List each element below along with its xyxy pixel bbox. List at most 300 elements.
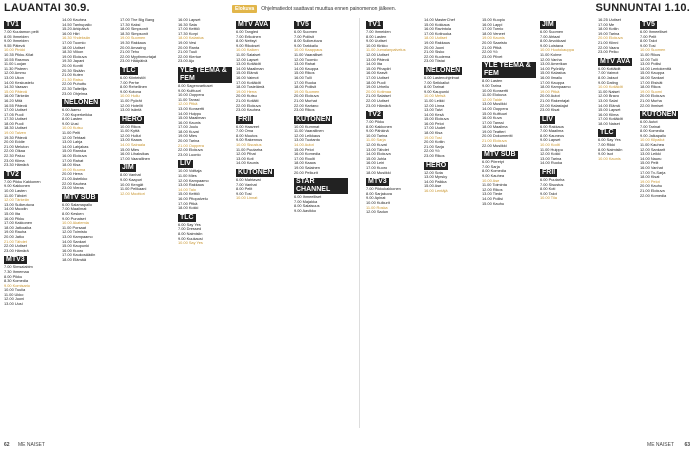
program-listing: 7.00 Pelit [640,34,657,39]
channel-heading: HERO [122,115,143,123]
program-listing: 21.00 Tuuli [178,50,198,55]
program-listing: 15.00 Keittiö [178,192,200,197]
program-listing: 10.00 Tila [540,196,557,201]
channel-heading: MTV3 [6,256,25,264]
channel-heading: MTV3 [368,178,387,186]
program-listing: 8.00 Lasten [62,117,83,122]
channel-heading: NELONEN [426,66,461,74]
legend [232,5,396,13]
program-listing: 18.00 Poliisit [294,85,317,90]
channel-heading: MTV SUB [64,193,96,201]
program-listing: 8.00 Sulkeutuva [294,39,322,44]
program-listing: 19.00 Tosi [424,135,442,140]
program-listing: 17.00 Kuoro [366,166,388,171]
program-listing: 17.00 Tornio [482,27,504,32]
program-listing: 16.00 Kuva [482,116,502,121]
program-listing: 16.00 Tulli [294,75,312,80]
program-listing: 7.00 Poliisit [294,34,314,39]
program-listing: 18.00 Kuvat [178,129,199,134]
program-listing: 18.00 Puoli [4,121,24,126]
program-listing: 9.00 Kulttuuri [178,88,201,93]
program-listing: 17.00 Tv-Sarja [640,170,666,175]
program-listing: 17.00 Kotiäidit [598,117,623,122]
program-listing: 11.00 Sarja [366,138,386,143]
channel-heading: STAR CHANNEL [294,178,348,194]
program-listing: 8.00 Naimisiin [178,231,203,236]
program-listing: 19.00 Kaunis [482,36,505,41]
program-listing: 7.00 Pikkukakkonen [366,187,401,192]
program-listing: 11.00 Salaiset [236,52,261,57]
program-listing: 16.00 Leiri [366,161,385,166]
program-listing: 12.00 Vanha [540,57,562,62]
program-listing: 23.00 Hämärä [4,248,29,253]
page-number-left: 62 [4,442,10,448]
program-listing: 23.30 Hämärä [4,163,29,168]
program-listing: 7.00 Pikku [366,120,385,125]
channel-heading: LIV [542,115,553,123]
program-listing: 18.00 Tosielämä [236,85,265,90]
program-listing: 17.00 Kotiäidit [236,80,261,85]
program-listing: 8.00 Komedia [482,169,507,174]
program-listing: 17.00 Tanssi [482,120,504,125]
program-listing: 17.00 Rahat [62,158,84,163]
program-listing: 15.00 Pelit [640,161,659,166]
program-listing: 8.00 Rehellinen [120,85,148,90]
channel-heading: JIM [122,164,134,172]
program-listing: 22.00 Kartano [294,103,319,108]
program-listing: 20.00 Eddie [4,140,25,145]
program-listing: 18.00 Kisa [424,131,443,136]
program-listing: 14.00 Lentokenttä [640,66,672,71]
program-listing: 20.00 Jatko [4,234,25,239]
program-listing: 18.00 Kokki [178,206,199,211]
program-listing: 7.00 Kuutamon pelit [4,30,39,34]
program-listing: 11.00 Luojan [4,62,27,67]
program-listing: 18.00 Puoli [366,80,386,85]
program-listing: 12.00 Moottori [120,191,145,196]
program-listing: 11.30 Pisteen [4,66,28,71]
program-listing: 16.00 Tärkeän [4,94,30,99]
program-listing: 14.00 Ilta [366,62,383,67]
program-listing: 20.30 Sisään [62,68,85,73]
program-listing: 7.00 Dressed [178,227,202,232]
program-listing: 9.00 Uutiset [366,39,387,44]
program-listing: 18.00 Veneet [482,31,505,36]
channel-heading: MTV SUB [484,151,516,159]
program-listing: 16.20 Mitä [4,98,23,103]
program-listing: 13.00 Lahja [62,140,83,145]
program-listing: 13.00 Talvi [424,108,443,113]
channel-heading: TLC [600,129,614,137]
program-listing: 21.00 Ooppera [178,143,204,148]
program-listing: 8.00 Kauneus [540,133,565,138]
program-listing: 14.00 Elokuva [366,152,391,157]
program-listing: 6.00 Mahtavat [236,178,261,183]
program-listing: 12.00 Pitkä [178,102,198,107]
program-listing: 11.00 Naiset [598,89,620,94]
program-listing: 19.00 Vesi [178,40,197,45]
program-listing: 12.00 Tärkeän [4,198,30,203]
program-listing: 10.00 Kirkko [366,43,388,48]
program-listing: 8.00 Sarjakuva [366,191,392,196]
program-listing: 13.00 Salat [598,98,618,103]
program-listing: 23.00 Pilvet [482,54,503,59]
program-listing: 11.00 Tanssi [178,97,200,102]
movie-badge: Elokuva [232,5,257,13]
program-listing: 22.00 Myytinmurtajat [120,54,157,59]
program-listing: 22.00 Kiertue [178,54,202,59]
program-listing: 9.00 Jalkapallo [640,133,666,138]
program-listing: 13.00 Kotiäidit [236,62,261,67]
program-listing: 17.00 Tuomio [62,40,86,45]
program-listing: 15.00 Lapset [598,108,621,113]
program-listing: 18.30 Viikon [62,50,84,55]
program-listing: 21.00 Rakentajat [540,98,570,103]
program-listing: 10.00 Ase [482,178,500,183]
program-listing: 19.00 Mies [178,134,198,139]
program-listing: 23.00 Kauhea [236,108,261,113]
schedule-column [294,18,348,430]
program-listing: 10.00 Kotiäidit [598,85,623,90]
program-listing: 16.30 Sata [178,22,197,27]
program-listing: 6.00 Aamu [62,108,81,113]
program-listing: 10.00 Kodit [540,143,560,148]
program-listing: 13.00 Amerikan [540,62,568,67]
program-listing: 21.00 Elokuva [482,139,507,144]
program-listing: 20.00 Elokuva [598,36,623,41]
program-listing: 7.00 Majakka [294,199,318,204]
program-listing: 20.00 Amazing [120,45,146,50]
program-listing: 23.00 Rikos [294,108,315,113]
program-listing: 12.00 Tuomio [294,57,318,62]
program-listing: 8.00 Arvokkaat [540,39,566,44]
channel-heading: MTV AVA [238,21,269,28]
program-listing: 21.00 Murhat [294,98,317,103]
program-listing: 17.00 Kauppa [540,80,565,85]
program-listing: 13.00 Leikki [640,152,661,157]
program-listing: 17.00 The Big Bang [120,18,155,22]
program-listing: 16.00 Kaunis [178,120,201,125]
program-listing: 6.00 Tangled [236,30,259,34]
program-listing: 14.00 Keskustelu [4,80,34,85]
program-listing: 16.00 Lihaksikas [120,152,149,157]
program-listing: 15.00 Kalastus [540,71,566,76]
program-listing: 17.30 Kaksi [120,22,141,27]
program-listing: 20.00 Dokumentti [482,134,513,139]
program-listing: 13.00 Kaaos [120,138,142,143]
magazine-name-left: ME NAISET [18,442,45,448]
channel-heading: HERO [426,161,447,169]
program-listing: 8.00 Koti [540,187,556,192]
program-listing: 17.00 Kakkonen [4,221,33,226]
program-listing: 13.00 Koti [236,156,254,161]
program-listing: 20.00 Pelkurit [294,170,318,175]
program-listing: 23.00 Ohjelma [62,91,88,96]
program-listing: 10.00 Lasten [4,189,27,193]
program-listing: 12.00 Kampaamo [178,178,209,183]
program-listing: 21.00 Tähdet [4,239,27,244]
program-listing: 10.00 Say Yes [178,241,203,246]
program-listing: 16.00 Kiima [598,112,619,117]
program-listing: 12.00 Kuvat [366,143,387,148]
program-listing: 16.00 Pelot [424,121,444,126]
program-listing: 9.00 Kuukausi [178,236,203,241]
program-listing: 22.00 Kuolema [424,54,451,59]
program-listing: 17.00 Vaarallinen [120,156,150,161]
program-listing: 7.00 Ihmeiden [366,30,391,34]
program-listing: 7.00 Erikoinen [236,34,261,39]
program-listing: 15.00 Rikos [294,71,315,76]
program-listing: 11.00 Tähdet [4,193,27,198]
program-listing: 6.00 Haaveet [236,124,260,129]
program-listing: 9.00 Aavikko [294,209,317,213]
program-listing: 10.00 Kilpailut [640,138,665,143]
program-listing: 19.00 Salainen [294,166,320,171]
channel-heading: KUTONEN [296,115,331,123]
schedule-column [178,18,232,430]
program-listing: 11.00 Vaarallinen [294,129,324,134]
program-listing: 22.00 Yö [482,50,498,55]
program-listing: 9.00 Kaupunki [424,89,449,94]
program-listing: 21.00 Kuten [62,73,83,78]
program-listing: 12.00 Leikkaus [294,133,321,138]
program-listing: 10.00 Linnat [236,196,258,201]
channel-heading: MTV AVA [600,57,631,65]
program-listing: 8.00 Tarinat [424,85,445,90]
program-listing: 11.00 Pelikaani [120,187,147,192]
program-listing: 11.00 Jumalanpalvelus [366,48,406,53]
program-listing: 21.00 Kotiäiti [236,98,259,103]
program-listing: 20.00 Kauhu [640,184,663,189]
program-listing: 8.00 Sagenvartiuset [178,83,213,88]
program-listing: 19.00 Tarina [598,31,620,36]
program-listing: 14.00 Sankari [62,239,87,244]
program-listing: 7.00 Kuperkeikka [62,112,93,117]
program-listing: 15.00 Kauppa [640,71,665,76]
program-listing: 12.00 Ammu [4,71,26,76]
program-listing: 20.00 Ranta [178,45,200,50]
program-listing: 18.00 Kisa [62,163,81,168]
program-listing: 10.35 Pikku-Kilat [4,52,34,57]
program-listing: 17.00 Roolit [294,156,315,161]
program-listing: 6.00 Lastenohjelmat [424,75,460,80]
program-listing: 17.30 Uutiset [4,117,27,122]
program-listing: 13.00 Pätevä [366,57,389,62]
program-listing: 16.25 Uutiset [598,18,621,22]
program-listing: 20.00 Kontti [62,63,83,68]
program-listing: 23.00 Kisat [540,108,560,113]
program-listing: 15.00 Elämä [236,71,258,76]
program-listing: 12.00 Bravo [598,94,619,99]
program-listing: 16.00 Lappi [482,22,503,27]
program-listing: 12.00 Toimisto [62,230,88,235]
program-listing: 16.00 Kuoro [62,248,84,253]
program-listing: 15.20 Arkipäivä [62,27,89,32]
program-listing: 13.00 Tiede [482,192,503,197]
program-listing: 19.30 Rakkaus [120,40,146,45]
program-listing: 14.00 Talo [178,187,196,192]
program-listing: 19.00 Pelot [640,179,660,184]
program-listing: 6.00 Ihmeelliset [294,195,322,200]
program-listing: 7.00 Sarja [482,164,500,169]
program-listing: 6.00 Salamapallo [62,202,93,207]
program-listing: 20.00 Autot [540,94,560,99]
program-listing: 7.00 Seikkailut [424,80,450,85]
program-listing: 18.00 Musiikki [366,170,391,175]
channel-heading: FRII [542,169,556,177]
program-listing: 17.00 Etsivät [640,80,663,85]
program-listing: 11.00 Roska [366,205,388,210]
program-listing: 6.00 Kotiäidit [598,66,621,71]
program-listing: 12.00 Tehtaat [62,135,86,140]
program-listing: 10.00 Kaappaus [294,48,323,53]
program-listing: 22.00 Elokuva [236,103,261,108]
program-listing: 15.00 Mies [120,147,140,152]
program-listing: 20.00 Tarina [178,139,200,144]
program-listing: 22.00 Kauhea [62,181,87,186]
program-listing: 19.00 Suomen [294,89,320,94]
program-listing: 8.00 Neitsyt [236,39,257,44]
program-listing: 17.00 Kaukosäädin [62,253,96,258]
program-listing: 13.00 Kampaamo [62,234,93,239]
program-listing: 13.00 Tarina [540,156,562,161]
program-listing: 19.00 Kuuma [62,167,86,172]
program-listing: 13.00 Uusi [4,302,23,307]
program-listing: 6.00 Puutarha [540,178,565,183]
program-listing: 23.00 Hääpäivä [120,59,148,64]
program-listing: 22.00 Uutiset [366,98,389,103]
program-listing: 8.00 Lasten [366,34,387,39]
program-listing: 16.30 Yhdeksän [62,36,91,41]
channel-heading: TLC [122,66,136,74]
program-listing: 16.00 Kasvit [366,71,388,76]
program-listing: 7.00 Oma [236,129,254,134]
program-listing: 6.00 Say Yes [178,222,201,227]
program-listing: 16.00 Lentäjä [424,189,448,193]
program-listing: 9.00 Rakennus [236,138,263,143]
program-listing: 8.00 Pikku [4,274,23,279]
program-listing: 8.00 Naimisiin [598,147,623,152]
program-listing: 15.00 Kaupunki [62,244,90,249]
program-listing: 19.00 Urheilu [366,85,390,90]
program-listing: 21.30 Ratsu [62,77,83,82]
program-listing: 8.00 Vanhat [120,173,141,178]
channel-heading: LIV [180,160,191,168]
program-listing: 6.00 Rakkaus [540,124,564,129]
program-listing: 8.00 Jaksot [598,75,618,80]
program-listing: 18.00 Maailma [482,125,508,130]
program-listing: 8.00 Pelit [236,187,253,192]
program-listing: 21.00 Asteikko [62,177,88,181]
program-listing: 22.00 Elokuva [178,148,203,153]
program-listing: 10.00 Kummat [294,124,320,129]
program-listing: 16.00 Pikku [4,216,25,221]
program-listing: 9.00 Kaapuri [120,178,143,183]
program-listing: 11.00 Kauhea [640,143,664,148]
program-listing: 11.00 Toiminta [482,183,507,188]
program-listing: 6.00 Piirretyt [482,160,504,165]
program-listing: 7.30 Ihmemaa [4,269,29,274]
channel-heading: TV2 [368,111,381,119]
page-gutter [359,18,360,428]
program-listing: 14.00 Kauhea [62,18,87,22]
program-listing: 14.00 MasterChef [424,18,455,22]
program-listing: 19.00 Pitkä [540,89,560,94]
program-listing: 16.00 Ilmailu [540,75,563,80]
program-listing: 12.00 Linna [424,103,445,108]
program-listing: 23.00 Pelko [598,50,619,55]
program-listing: 15.00 Ilta [4,211,21,216]
program-listing: 9.00 Uusi [62,121,79,126]
program-listing: 18.00 Kisat [640,175,660,180]
channel-heading: TV1 [368,21,381,28]
program-listing: 12.00 Pihat [236,152,256,157]
program-listing: 10.00 Hullu [120,94,140,99]
schedule-column [540,18,594,430]
program-listing: 14.50 Tanhupallo [62,22,92,27]
program-listing: 20.00 Elokuva [294,94,319,99]
program-listing: 17.00 Ruoka [294,80,317,85]
program-listing: 9.00 Isot [598,152,613,157]
program-listing: 21.00 Meluton [4,144,29,149]
channel-heading: KUTONEN [238,169,273,177]
channel-heading: KUTONEN [642,111,677,119]
program-listing: 23.00 Ajo [178,59,195,64]
program-listing: 10.00 Kengät [120,182,144,187]
program-listing: 12.00 Lapset [236,57,259,62]
program-listing: 20.00 Herra [62,172,83,177]
program-listing: 16.00 Vaimot [236,75,259,80]
program-listing: 10.55 Rasmus [4,57,30,62]
program-listing: 17.00 Kotiruoka [424,31,452,36]
program-listing: 16.55 Pätevä [4,103,27,108]
program-listing: 14.00 Pyöräily [540,66,565,71]
program-listing: 22.00 Kalastajat [540,103,568,108]
program-listing: 18.30 Uutiset [4,126,27,131]
program-listing: 18.00 Kaaos [294,161,316,166]
program-listing: 13.00 Tähdet [366,147,389,152]
program-listing: 7.00 Rikki [598,143,616,148]
program-listing: 10.00 Tarina [366,133,388,138]
channel-heading: TV5 [642,21,655,28]
program-listing: 9.00 Tarkkailu [294,43,318,48]
schedule-column [62,18,116,430]
program-listing: 8.00 Salaisuus [294,204,320,209]
channel-heading: TV5 [296,21,309,28]
program-listing: 8.00 Kakkonen [366,124,392,129]
program-listing: 15.00 Ranska [62,149,87,154]
program-listing: 13.00 Poliisi [640,62,661,67]
schedule-column [4,18,58,430]
program-listing: 11.00 Ukko [4,292,24,297]
program-listing: 16.00 Pitopalvelu [178,197,208,201]
program-listing: 10.00 Sisustus [236,143,262,148]
program-listing: 17.00 Uudet [424,126,446,131]
program-listing: 14.00 Elämä [598,103,620,108]
program-listing: 6.00 Autot [640,120,658,125]
program-listing: 16.00 Sankari [640,75,665,80]
program-listing: 14.00 Autot [294,143,314,148]
program-listing: 16.00 Ravintola [424,27,452,32]
program-listing: 18.00 Simpsonit [120,27,148,32]
program-listing: 14.00 Kauppa [294,66,319,71]
program-listing: 13.00 Isäntä [120,108,142,113]
program-listing: 16.00 Hiiri [62,31,80,36]
program-listing: 11.00 Pyörät [120,98,142,103]
program-listing: 18.00 Jatkoaika [4,225,32,230]
program-listing: 23.00 Hämärä [366,103,391,108]
channel-heading: TV1 [6,21,19,28]
